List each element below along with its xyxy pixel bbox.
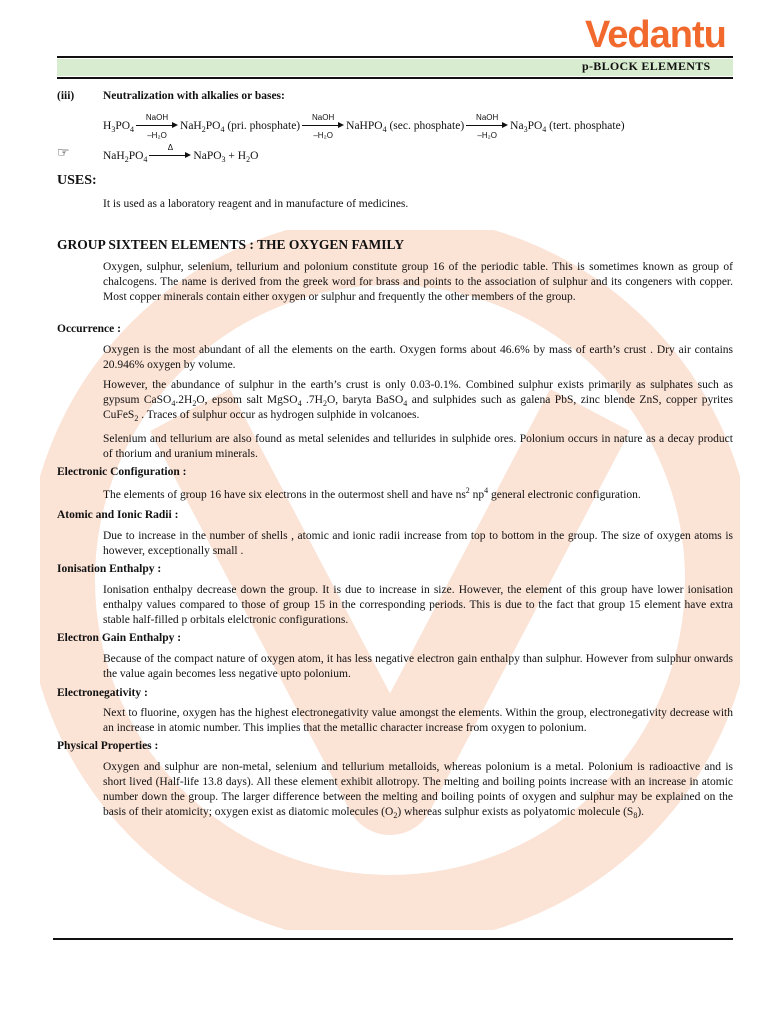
heating-equation: $NaH_2PO_4$ Δ NaPO$_3$ + $H_2O$ [103, 143, 259, 164]
tert-phosphate-label: (tert. phosphate) [549, 120, 625, 132]
heat-arrow: Δ [149, 150, 191, 162]
section-title: p-BLOCK ELEMENTS [582, 59, 711, 73]
reaction-arrow: NaOH –H₂O [466, 120, 508, 132]
electronegativity-text: Next to fluorine, oxygen has the highest electronegativity value amongst the elements. Within the group, electronegativity decrease with an increase in atomic number. This implies that the metallic character increase from oxygen to polonium. [103, 707, 733, 734]
uses-text: It is used as a laboratory reagent and in manufacture of medicines. [103, 198, 409, 210]
electronic-configuration-heading: Electronic Configuration : [57, 466, 187, 478]
occurrence-paragraph-3: Selenium and tellurium are also found as metal selenides and tellurides in sulphide ores. Polonium occurs in nature as a decay product of thorium and uranium minerals. [103, 433, 733, 460]
occurrence-heading: Occurrence : [57, 323, 121, 335]
electron-gain-heading: Electron Gain Enthalpy : [57, 632, 182, 644]
atomic-radii-text: Due to increase in the number of shells , atomic and ionic radii increase from top to bottom in the group. The size of oxygen atoms is however, exceptionally small . [103, 530, 733, 557]
reaction-arrow: NaOH –H₂O [136, 120, 178, 132]
footer-rule [53, 938, 733, 940]
pri-phosphate-label: (pri. phosphate) [227, 120, 301, 132]
group16-title: GROUP SIXTEEN ELEMENTS : THE OXYGEN FAMILY [57, 237, 405, 252]
occurrence-paragraph-1: Oxygen is the most abundant of all the elements on the earth. Oxygen forms about 46.6% by mass of earth’s crust . Dry air contains 20.946% oxygen by volume. [103, 344, 733, 371]
electronic-configuration-text: The elements of group 16 have six electrons in the outermost shell and have $ns^2$ $np^4$ general electronic configuration. [103, 486, 641, 501]
neutralization-title: Neutralization with alkalies or bases: [103, 90, 285, 102]
pointing-hand-icon: ☞ [57, 145, 70, 161]
reaction-arrow: NaOH –H₂O [302, 120, 344, 132]
ionisation-text: Ionisation enthalpy decrease down the group. It is due to increase in size. However, the element of this group have lower ionisation enthalpy values compared to those of group 15 in the corresponding periods. This is due to the fact that group 15 element have extra stable half-filled p orbitals elelctronic configurations. [103, 584, 733, 626]
electronegativity-heading: Electronegativity : [57, 687, 148, 699]
header-rule-top [57, 56, 733, 58]
sec-phosphate-label: (sec. phosphate) [389, 120, 465, 132]
occurrence-paragraph-2: However, the abundance of sulphur in the earth’s crust is only 0.03-0.1%. Combined sulphur exists primarily as sulphates such as gypsum $CaSO_4.2H_2O$, epsom salt MgSO$_4$ $.7H_2O$, baryta BaSO$_4$ and sulphides such as galena PbS, zinc blende ZnS, copper pyrites CuFeS$_2$ . Traces of sulphur occur as hydrogen sulphide in volcanoes. [103, 379, 733, 423]
vedantu-logo: Vedantu [585, 14, 726, 56]
uses-heading: USES: [57, 173, 97, 188]
vedantu-watermark [40, 230, 740, 930]
group16-intro: Oxygen, sulphur, selenium, tellurium and polonium constitute group 16 of the periodic table. This is sometimes known as group of chalcogens. The name is derived from the greek word for brass and points to the association of sulphur and its congeners with copper. Most copper minerals contain either oxygen or sulphur and frequently the other members of the group. [103, 261, 733, 303]
atomic-radii-heading: Atomic and Ionic Radii : [57, 509, 179, 521]
item-number: (iii) [57, 90, 75, 102]
header-rule-bottom [57, 77, 733, 79]
physical-properties-heading: Physical Properties : [57, 740, 159, 752]
ionisation-heading: Ionisation Enthalpy : [57, 563, 162, 575]
electron-gain-text: Because of the compact nature of oxygen atom, it has less negative electron gain enthalpy than sulphur. However from sulphur onwards the value again becomes less negative upto polonium. [103, 653, 733, 680]
neutralization-equation: $H_3PO_4$ NaOH –H₂O $NaH_2PO_4$ (pri. phosphate) NaOH –H₂O NaHPO$_4$ (sec. phosphate) NaOH –H₂O $Na_3PO_4$ (tert. phosphate) [103, 113, 625, 141]
physical-properties-text: Oxygen and sulphur are non-metal, selenium and tellurium metalloids, whereas polonium is a metal. Polonium is radioactive and is short lived (Half-life 13.8 days). All these element exhibit allotropy. The melting and boiling points increase with an increase in atomic number down the group. The larger difference between the melting and boiling points of oxygen and sulphur may be explained on the basis of their atomicity; oxygen exist as diatomic molecules $(O_2)$ whereas sulphur exists as polyatomic molecule $(S_8)$. [103, 761, 733, 820]
